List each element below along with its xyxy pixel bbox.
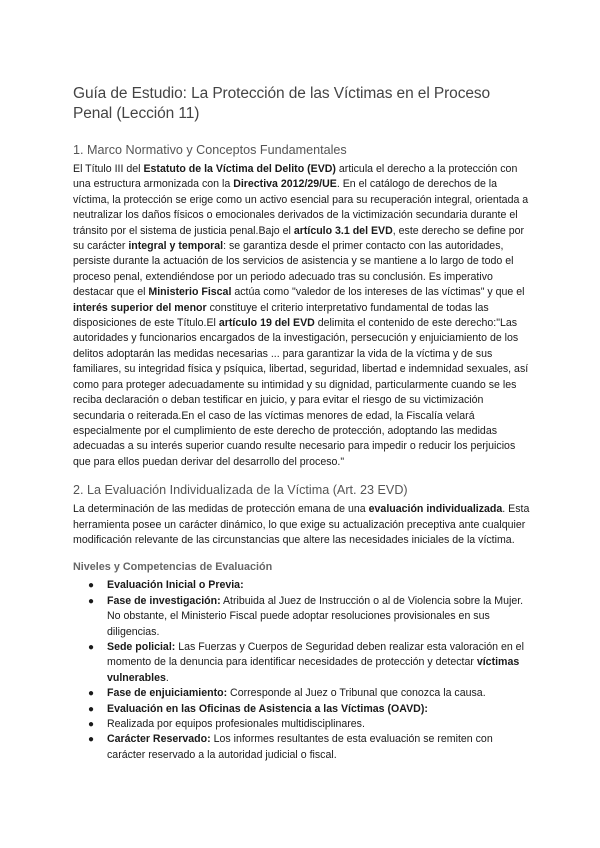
section-2-heading: 2. La Evaluación Individualizada de la Víctima (Art. 23 EVD): [73, 483, 408, 498]
section-1-paragraph: [73, 162, 533, 470]
list-item-text: Los informes resultantes de esta evaluación se remiten con carácter reservado a la autoridad judicial o fiscal.: [107, 733, 493, 761]
list-item: [88, 717, 533, 732]
list-item-bold: Sede policial:: [107, 640, 176, 653]
list-item-bold: Fase de enjuiciamiento:: [107, 687, 228, 700]
list-item-bold: Fase de investigación:: [107, 594, 221, 607]
list-item-text: Realizada por equipos profesionales multidisciplinares.: [107, 718, 365, 730]
text-run: La determinación de las medidas de protección emana de una: [73, 503, 369, 516]
bullet-icon: ●: [88, 580, 95, 592]
text-run: . Esta herramienta posee un carácter dinámico, lo que exige su actualización preceptiva ante cualquier modificación relevante de las circunstancias que altere las necesidades iniciales de la víctima.: [73, 503, 530, 546]
bullet-icon: ●: [88, 688, 95, 700]
list-item-text: Las Fuerzas y Cuerpos de Seguridad deben realizar esta valoración en el momento de la denuncia para identificar necesidades de protección y detectar: [107, 640, 524, 669]
list-item-text: Corresponde al Juez o Tribunal que conozca la causa.: [227, 687, 486, 700]
list-item-text: Atribuida al Juez de Instrucción o al de Violencia sobre la Mujer. No obstante, el Ministerio Fiscal puede adoptar resoluciones provisionales en sus diligencias.: [107, 594, 524, 638]
list-item: [88, 578, 533, 593]
section-1-heading: 1. Marco Normativo y Conceptos Fundamentales: [73, 143, 347, 157]
bold-run: Estatuto de la Víctima del Delito (EVD): [143, 163, 336, 175]
list-item: [88, 640, 533, 686]
bold-run: interés superior del menor: [73, 301, 207, 314]
list-item-bold: víctimas vulnerables: [107, 656, 520, 684]
bullet-icon: ●: [88, 734, 95, 746]
document-page: [73, 84, 533, 763]
bullet-icon: ●: [88, 719, 95, 730]
bullet-icon: ●: [88, 641, 95, 653]
bold-run: Directiva 2012/29/UE: [233, 178, 337, 191]
list-item-bold: Evaluación en las Oficinas de Asistencia a las Víctimas (OAVD):: [107, 702, 428, 715]
text-run: . En el catálogo de derechos de la víctima, la protección se erige como un activo esencial para su recuperación integral, orientada a neutralizar los daños físicos o emocionales derivados de la victimización secundaria durante el tránsito por el sistema de justicia penal.Bajo el: [73, 178, 529, 237]
text-run: El Título III del: [73, 163, 144, 175]
bold-run: artículo 19 del EVD: [218, 317, 315, 330]
list-item: [88, 594, 533, 640]
text-run: , este derecho se define por su carácter: [73, 224, 525, 253]
bold-run: integral y temporal: [128, 240, 224, 253]
page-title: Guía de Estudio: La Protección de las Víctimas en el Proceso Penal (Lección 11): [73, 85, 491, 122]
bold-run: Ministerio Fiscal: [148, 286, 232, 299]
list-item: [88, 702, 533, 717]
section-2-subheading: Niveles y Competencias de Evaluación: [73, 561, 273, 574]
list-item: [88, 732, 533, 763]
text-run: : se garantiza desde el primer contacto con las autoridades, persiste durante la actuación de los servicios de asistencia y se mantiene a lo largo de todo el proceso penal, extendiéndose por un periodo adecuado tras su conclusión. Es imperativo destacar que el: [73, 240, 514, 299]
list-item-bold: Evaluación Inicial o Previa:: [107, 579, 244, 592]
text-run: delimita el contenido de este derecho:"Las autoridades y funcionarios encargados de la investigación, persecución y enjuiciamiento de los delitos adoptarán las medidas necesarias ... para garantizar la vida de la víctima y de sus familiares, su integridad física y psíquica, libertad, seguridad, libertad e indemnidad sexuales, así como para proteger adecuadamente su intimidad y su dignidad, particularmente cuando se les reciba declaración o deban testificar en juicio, y para evitar el riesgo de su victimización secundaria o reiterada.En el caso de las víctimas menores de edad, la Fiscalía velará especialmente por el cumplimiento de este derecho de protección, adoptando las medidas adecuadas a su interés superior cuando resulte necesario para impedir o reducir los perjuicios que para ellos puedan derivar del desarrollo del proceso.": [73, 317, 529, 468]
section-2-paragraph: [73, 502, 533, 548]
bold-run: artículo 3.1 del EVD: [293, 224, 393, 237]
list-item-bold: Carácter Reservado:: [107, 733, 211, 746]
bullet-icon: ●: [88, 703, 95, 715]
text-run: actúa como "valedor de los intereses de las víctimas" y que el: [231, 286, 525, 299]
bullet-icon: ●: [88, 595, 95, 607]
bold-run: evaluación individualizada: [368, 503, 503, 516]
evaluation-levels-list: [73, 578, 533, 763]
text-run: articula el derecho a la protección con una estructura armonizada con la: [73, 163, 518, 191]
list-item-text: .: [165, 671, 169, 684]
text-run: constituye el criterio interpretativo fundamental de todas las disposiciones de este Título.El: [73, 301, 489, 330]
list-item: [88, 686, 533, 701]
